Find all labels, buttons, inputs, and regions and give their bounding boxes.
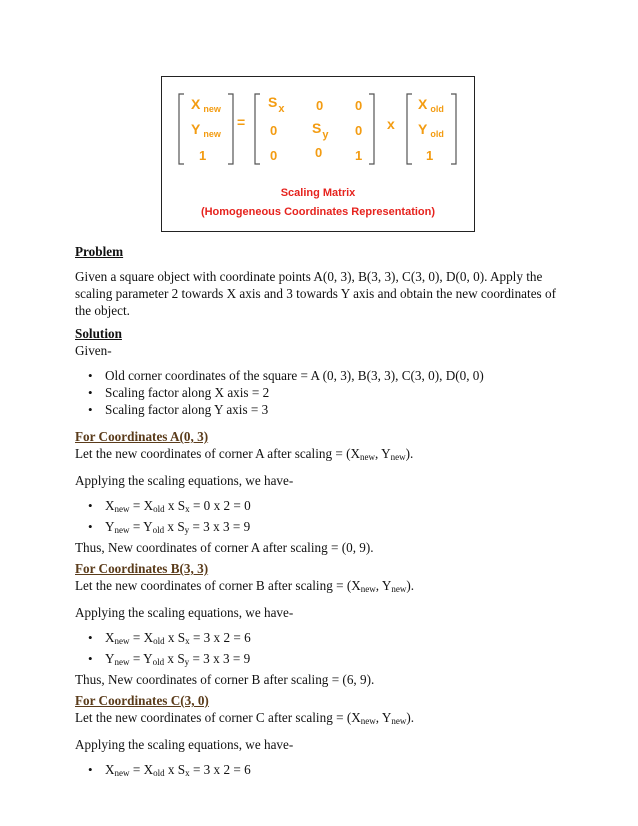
y-new-symbol: Y $_{new}$ [191,121,221,139]
section-a-equations [75,497,575,539]
m32: 0 [315,145,323,160]
section-c-heading: For Coordinates C(3, 0) [75,693,209,708]
sx-symbol: $S_x$ [268,94,285,115]
times-sign: x [387,116,395,132]
x-new-symbol: X $_{new}$ [191,96,221,114]
section-b-let: Let the new coordinates of corner B after scaling = ($X_{new}$, $Y_{new}$). [75,578,415,594]
section-b-result: Thus, New coordinates of corner B after scaling = (6, 9). [75,672,375,687]
scaling-matrix-figure [161,76,475,232]
caption-title: Scaling Matrix [280,187,356,199]
bracket-left-open [179,94,184,164]
m33: 1 [355,148,363,163]
section-b-equations [75,629,575,671]
solution-heading: Solution [75,326,122,341]
document-body [75,243,575,782]
one-left: 1 [199,148,207,163]
sy-symbol: $S_y$ [312,120,329,141]
section-a-applying: Applying the scaling equations, we have- [75,473,294,488]
section-b-heading: For Coordinates B(3, 3) [75,561,209,576]
one-right: 1 [426,148,434,163]
list-item: • Scaling factor along Y axis = 3 [75,401,575,418]
section-a-result: Thus, New coordinates of corner A after scaling = (0, 9). [75,540,374,555]
bracket-left-close [228,94,233,164]
m31: 0 [270,148,278,163]
list-item: • Old corner coordinates of the square = A (0, 3), B(3, 3), C(3, 0), D(0, 0) [75,367,575,384]
bracket-right-close [451,94,456,164]
section-c-applying: Applying the scaling equations, we have- [75,737,294,752]
section-c-let: Let the new coordinates of corner C after scaling = ($X_{new}$, $Y_{new}$). [75,710,415,726]
equation-x: • $X_{new} = X_{old}$ x $S_x = 0$ x 2 = 0 [75,497,575,518]
problem-text: Given a square object with coordinate points A(0, 3), B(3, 3), C(3, 0), D(0, 0). Apply the scaling parameter 2 towards X axis and 3 towards Y axis and obtain the new coordinates of the object. [75,269,556,318]
m12: 0 [316,98,324,113]
equation-y: • $Y_{new} = Y_{old}$ x $S_y = 3$ x 3 = 9 [75,518,575,539]
section-a-heading: For Coordinates A(0, 3) [75,429,209,444]
equation-y: • $Y_{new} = Y_{old}$ x $S_y = 3$ x 3 = 9 [75,650,575,671]
m23: 0 [355,123,363,138]
section-b-applying: Applying the scaling equations, we have- [75,605,294,620]
section-a-let: Let the new coordinates of corner A after scaling = ($X_{new}$, $Y_{new}$). [75,446,414,462]
m21: 0 [270,123,278,138]
problem-heading: Problem [75,244,124,259]
bracket-right-open [407,94,412,164]
m13: 0 [355,98,363,113]
caption-subtitle: (Homogeneous Coordinates Representation) [200,206,436,218]
y-old-symbol: Y $_{old}$ [418,121,444,139]
equation-x: • $X_{new} = X_{old}$ x $S_x = 3$ x 2 = 6 [75,761,575,782]
list-item: • Scaling factor along X axis = 2 [75,384,575,401]
equation-x: • $X_{new} = X_{old}$ x $S_x = 3$ x 2 = 6 [75,629,575,650]
equals-sign: = [237,114,246,130]
given-list [75,367,575,418]
section-c-equations [75,761,575,782]
given-label: Given- [75,343,112,358]
bracket-mid-open [255,94,260,164]
x-old-symbol: X $_{old}$ [418,96,444,114]
bracket-mid-close [369,94,374,164]
